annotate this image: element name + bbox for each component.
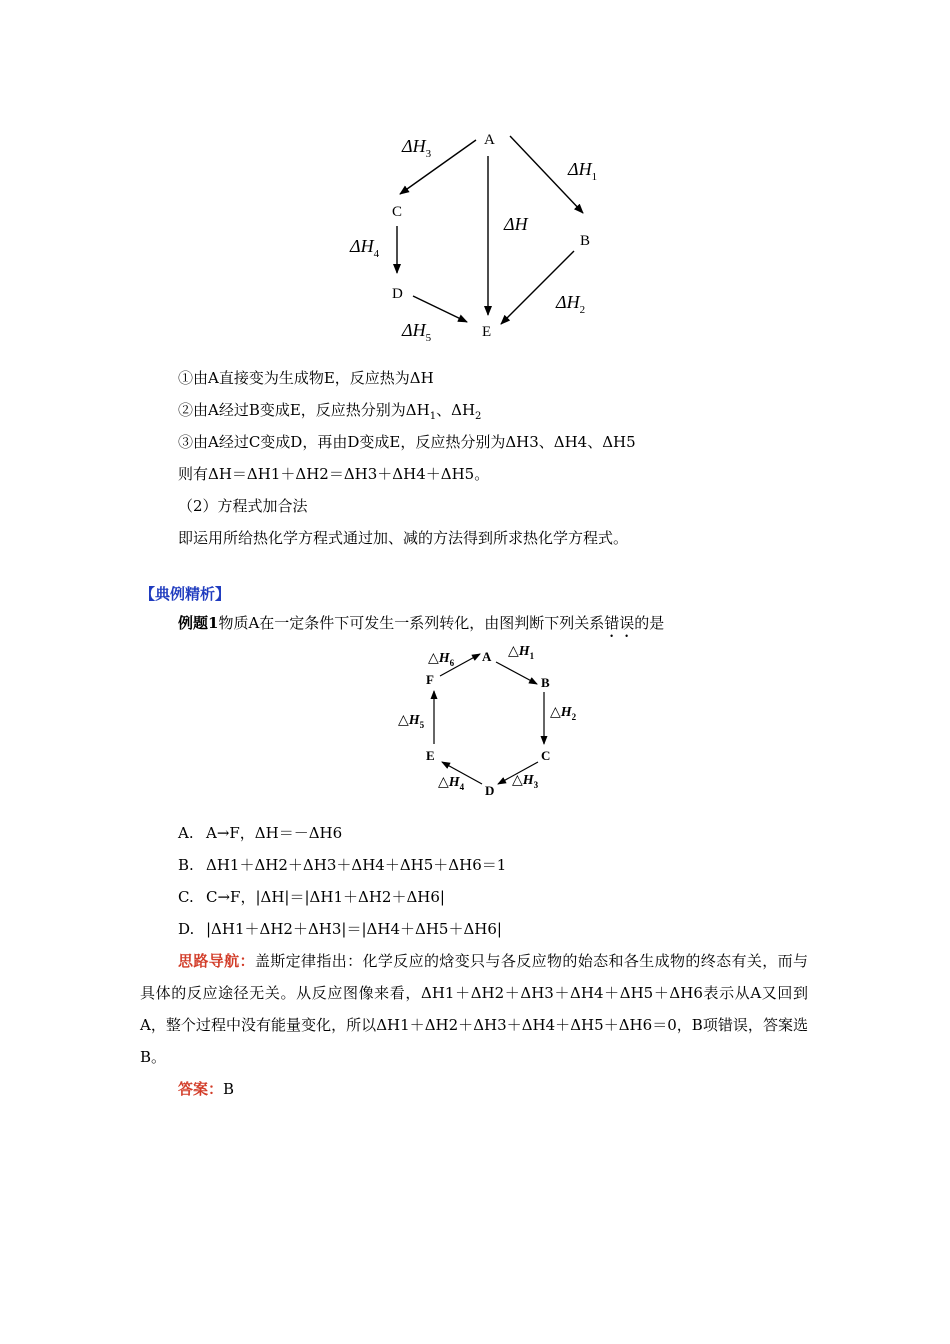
hex-node-a: A <box>482 649 492 664</box>
option-b-label: B. <box>178 856 194 874</box>
note-path-via-b-mid: 、ΔH <box>436 401 476 419</box>
node-b: B <box>580 233 591 249</box>
hex-label-h2: $\triangle H_2$ <box>550 705 577 722</box>
hex-node-e: E <box>426 748 435 763</box>
label-dh3: $\Delta H_3$ <box>402 136 432 160</box>
option-d-text: |ΔH1＋ΔH2＋ΔH3|＝|ΔH4＋ΔH5＋ΔH6| <box>206 920 502 938</box>
answer-line <box>178 1079 234 1099</box>
answer-value: B <box>223 1080 235 1098</box>
note-path-via-c-d: ③由A经过C变成D，再由D变成E，反应热分别为ΔH3、ΔH4、ΔH5 <box>178 433 636 451</box>
option-d <box>178 919 502 939</box>
note-hess-relation: 则有ΔH＝ΔH1＋ΔH2＝ΔH3＋ΔH4＋ΔH5。 <box>178 465 490 483</box>
hex-node-d: D <box>485 783 495 798</box>
node-c: C <box>392 204 403 220</box>
hex-label-h1: $\triangle H_1$ <box>508 644 535 661</box>
hex-arrow-a-to-b <box>496 662 537 684</box>
hess-pathway-diagram <box>340 120 620 350</box>
label-dh4: $\Delta H_4$ <box>350 236 380 260</box>
hex-node-b: B <box>541 675 550 690</box>
note-path-via-b-text: ②由A经过B变成E，反应热分别为ΔH <box>178 401 430 419</box>
note-method-heading: （2）方程式加合法 <box>178 497 308 515</box>
analysis-text: 盖斯定律指出：化学反应的焓变只与各反应物的始态和各生成物的终态有关，而与具体的反应途径无关。从反应图像来看，ΔH1＋ΔH2＋ΔH3＋ΔH4＋ΔH5＋ΔH6表示从A又回到A，整个过程中没有能量变化，所以ΔH1＋ΔH2＋ΔH3＋ΔH4＋ΔH5＋ΔH6＝0，B项错误，答案选B。 <box>140 952 808 1066</box>
note-sub-2: 2 <box>475 411 482 422</box>
node-e: E <box>482 324 492 340</box>
note-method-description: 即运用所给热化学方程式通过加、减的方法得到所求热化学方程式。 <box>178 529 629 547</box>
option-b <box>178 855 506 875</box>
label-dh2: $\Delta H_2$ <box>556 292 586 316</box>
hex-node-f: F <box>426 672 434 687</box>
hex-label-h5: $\triangle H_5$ <box>398 713 425 730</box>
label-dh: ΔH <box>504 214 528 234</box>
option-a <box>178 823 342 843</box>
label-dh5: $\Delta H_5$ <box>402 320 432 344</box>
hex-label-h6: $\triangle H_6$ <box>428 651 455 668</box>
option-c <box>178 887 445 907</box>
option-c-text: C→F，|ΔH|＝|ΔH1＋ΔH2＋ΔH6| <box>206 888 445 906</box>
note-path-direct: ①由A直接变为生成物E，反应热为ΔH <box>178 369 434 387</box>
example-label: 例题1 <box>178 614 219 632</box>
option-c-label: C. <box>178 888 194 906</box>
option-a-label: A. <box>178 824 194 842</box>
option-b-text: ΔH1＋ΔH2＋ΔH3＋ΔH4＋ΔH5＋ΔH6＝1 <box>206 856 507 874</box>
hexagon-cycle-svg <box>390 636 590 804</box>
hexagon-cycle-diagram <box>390 636 590 804</box>
hex-label-h4: $\triangle H_4$ <box>438 775 465 792</box>
node-d: D <box>392 286 403 302</box>
example-emphasis: 错误 <box>604 614 635 632</box>
note-path-via-b <box>178 400 481 427</box>
option-a-text: A→F，ΔH＝－ΔH6 <box>206 824 343 842</box>
analysis-paragraph <box>140 945 808 1073</box>
note-sub-1: 1 <box>429 411 437 422</box>
answer-label: 答案： <box>178 1080 224 1098</box>
example-text-end: 的是 <box>634 614 665 632</box>
option-d-label: D. <box>178 920 195 938</box>
label-dh1: $\Delta H_1$ <box>568 159 598 183</box>
hex-label-h3: $\triangle H_3$ <box>512 773 539 790</box>
analysis-label: 思路导航： <box>178 952 255 970</box>
section-title: 【典例精析】 <box>140 585 231 603</box>
arrow-d-to-e <box>413 296 467 322</box>
arrow-b-to-e <box>501 251 574 324</box>
hess-pathway-svg <box>340 120 620 350</box>
node-a: A <box>484 132 495 148</box>
example-text: 物质A在一定条件下可发生一系列转化，由图判断下列关系 <box>218 614 605 632</box>
hex-node-c: C <box>541 748 551 763</box>
